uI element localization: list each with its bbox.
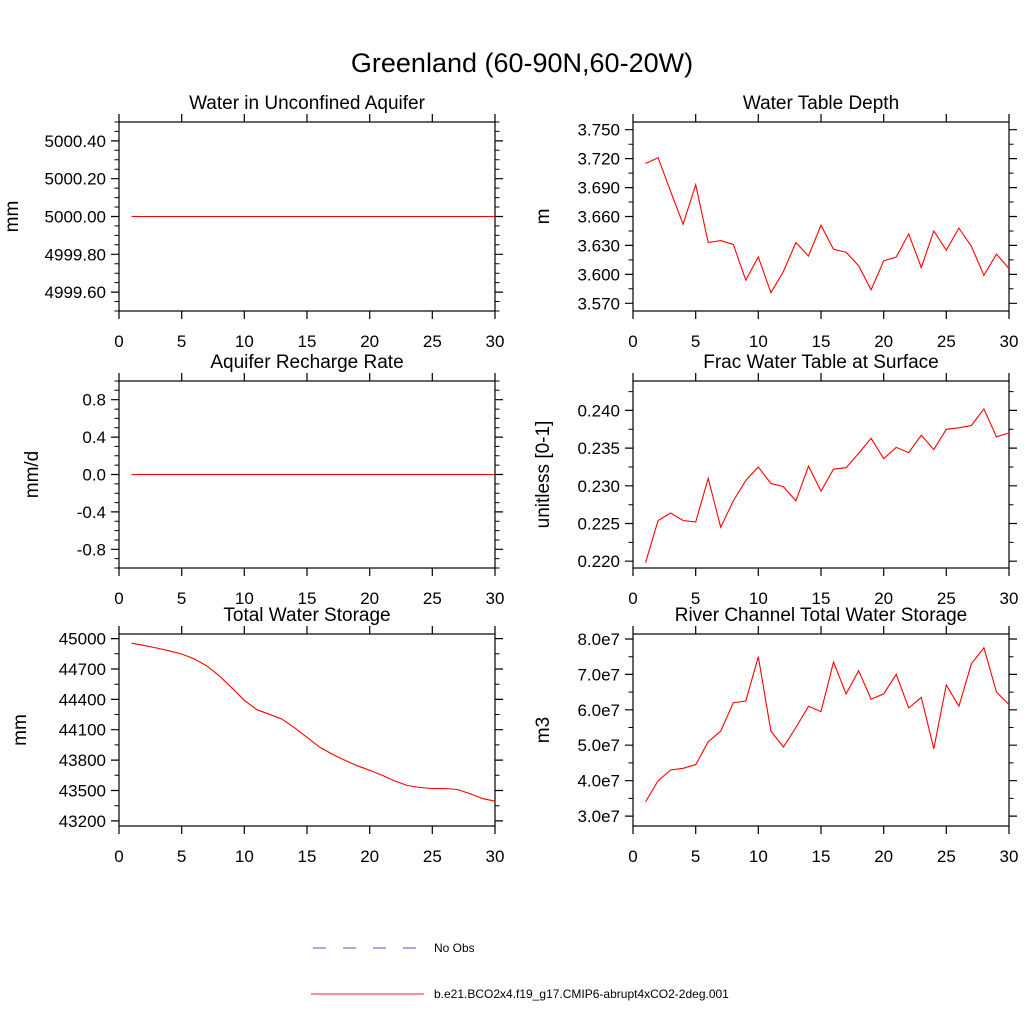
x-tick-label: 15: [811, 847, 831, 866]
series-line: [132, 643, 496, 801]
subplot-title: Total Water Storage: [223, 605, 391, 626]
y-tick-label: 5000.20: [44, 169, 106, 189]
x-tick-label: 0: [114, 847, 124, 866]
subplot-water-table-depth: [533, 93, 1018, 351]
y-tick-label: 3.0e7: [577, 807, 620, 827]
y-tick-label: 5000.40: [44, 131, 106, 151]
x-tick-label: 20: [874, 332, 894, 351]
x-tick-label: 0: [628, 847, 638, 866]
y-tick-label: 45000: [58, 629, 106, 649]
y-tick-label: 0.220: [577, 552, 620, 572]
minor-ticks: [629, 657, 1014, 799]
y-tick-label: 3.720: [577, 149, 620, 169]
x-tick-label: 20: [360, 332, 380, 351]
subplot-aquifer-recharge-rate: [22, 352, 504, 608]
legend-row-model: [308, 987, 729, 1001]
x-tick-label: 25: [936, 589, 956, 608]
y-tick-label: 4999.80: [44, 245, 106, 265]
y-axis-label: mm/d: [22, 450, 43, 499]
x-tick-label: 5: [176, 847, 187, 866]
plot-frame: [633, 122, 1009, 311]
y-tick-label: 4999.60: [44, 283, 106, 303]
y-tick-label: 44100: [58, 720, 106, 740]
x-tick-label: 5: [690, 589, 701, 608]
subplot-title: Aquifer Recharge Rate: [210, 352, 404, 373]
major-ticks: [625, 626, 1017, 834]
y-tick-label: -0.4: [76, 502, 106, 522]
x-tick-label: 0: [114, 589, 124, 608]
x-tick-label: 10: [748, 847, 768, 866]
y-tick-label: 5000.00: [44, 207, 106, 227]
major-ticks: [625, 114, 1017, 319]
subplot-title: Frac Water Table at Surface: [703, 352, 939, 373]
x-tick-label: 25: [936, 847, 956, 866]
plot-frame: [633, 381, 1009, 568]
x-tick-label: 30: [485, 332, 505, 351]
y-tick-label: 3.660: [577, 207, 620, 227]
y-tick-label: 0.240: [577, 401, 620, 421]
y-axis-label: mm: [10, 714, 31, 746]
x-tick-label: 20: [360, 847, 380, 866]
x-tick-label: 25: [422, 847, 442, 866]
y-axis-label: unitless [0-1]: [533, 420, 554, 529]
y-tick-label: 3.630: [577, 236, 620, 256]
subplot-water-in-unconfined-aquifer: [2, 93, 504, 351]
x-tick-label: 10: [748, 589, 768, 608]
x-tick-label: 0: [114, 332, 124, 351]
y-axis-label: m: [533, 208, 554, 225]
x-tick-label: 20: [360, 589, 380, 608]
x-tick-label: 10: [234, 589, 254, 608]
x-tick-label: 0: [628, 589, 638, 608]
subplot-frac-water-table-at-surface: [533, 352, 1018, 608]
x-tick-label: 10: [748, 332, 768, 351]
y-tick-label: 44700: [58, 659, 106, 679]
no-obs-line-icon: [310, 941, 425, 955]
y-tick-label: -0.8: [76, 540, 106, 560]
x-tick-label: 25: [422, 332, 442, 351]
plot-frame: [633, 634, 1009, 826]
x-tick-label: 5: [690, 847, 701, 866]
y-tick-label: 8.0e7: [577, 629, 620, 649]
x-tick-label: 20: [874, 847, 894, 866]
y-tick-label: 4.0e7: [577, 771, 620, 791]
y-tick-label: 43500: [58, 781, 106, 801]
x-tick-label: 15: [297, 847, 317, 866]
minor-ticks: [115, 654, 500, 806]
y-tick-label: 3.570: [577, 294, 620, 314]
y-tick-label: 5.0e7: [577, 736, 620, 756]
y-tick-label: 43800: [58, 751, 106, 771]
x-tick-label: 10: [234, 847, 254, 866]
y-tick-label: 0.4: [82, 428, 106, 448]
x-tick-label: 15: [297, 332, 317, 351]
x-tick-label: 25: [936, 332, 956, 351]
x-tick-label: 20: [874, 589, 894, 608]
series-line: [646, 648, 1010, 802]
subplot-river-channel-total-water-storage: [533, 605, 1018, 866]
y-axis-label: mm: [2, 200, 23, 233]
y-tick-label: 0.235: [577, 439, 620, 459]
y-axis-label: m3: [533, 716, 554, 744]
subplot-title: Water in Unconfined Aquifer: [189, 93, 425, 114]
y-tick-label: 44400: [58, 690, 106, 710]
x-tick-label: 30: [999, 332, 1019, 351]
minor-ticks: [629, 392, 1014, 543]
subplot-title: Water Table Depth: [742, 93, 900, 114]
x-tick-label: 5: [176, 589, 187, 608]
x-tick-label: 30: [999, 847, 1019, 866]
y-tick-label: 3.600: [577, 265, 620, 285]
subplot-total-water-storage: [10, 605, 504, 866]
major-ticks: [111, 626, 503, 834]
x-tick-label: 0: [628, 332, 638, 351]
y-tick-label: 6.0e7: [577, 700, 620, 720]
subplot-title: River Channel Total Water Storage: [674, 605, 968, 626]
y-tick-label: 3.690: [577, 178, 620, 198]
y-tick-label: 3.750: [577, 120, 620, 140]
x-tick-label: 25: [422, 589, 442, 608]
x-tick-label: 30: [999, 589, 1019, 608]
legend-label-model: b.e21.BCO2x4.f19_g17.CMIP6-abrupt4xCO2-2deg.001: [434, 987, 729, 1001]
x-tick-label: 5: [176, 332, 187, 351]
model-line-icon: [308, 987, 425, 1001]
x-tick-label: 30: [485, 589, 505, 608]
x-tick-label: 30: [485, 847, 505, 866]
y-tick-label: 43200: [58, 811, 106, 831]
major-ticks: [625, 373, 1017, 576]
x-tick-label: 15: [297, 589, 317, 608]
y-tick-label: 7.0e7: [577, 665, 620, 685]
plot-frame: [119, 634, 495, 826]
x-tick-label: 15: [811, 332, 831, 351]
y-tick-label: 0.230: [577, 476, 620, 496]
page-title: Greenland (60-90N,60-20W): [350, 48, 694, 78]
series-line: [646, 158, 1010, 293]
x-tick-label: 15: [811, 589, 831, 608]
legend-row-no-obs: [310, 941, 475, 955]
y-tick-label: 0.225: [577, 514, 620, 534]
legend-label-no-obs: No Obs: [434, 941, 475, 955]
series-line: [646, 409, 1010, 563]
y-tick-label: 0.8: [82, 390, 106, 410]
x-tick-label: 5: [690, 332, 701, 351]
x-tick-label: 10: [234, 332, 254, 351]
minor-ticks: [629, 144, 1014, 289]
y-tick-label: 0.0: [82, 465, 106, 485]
